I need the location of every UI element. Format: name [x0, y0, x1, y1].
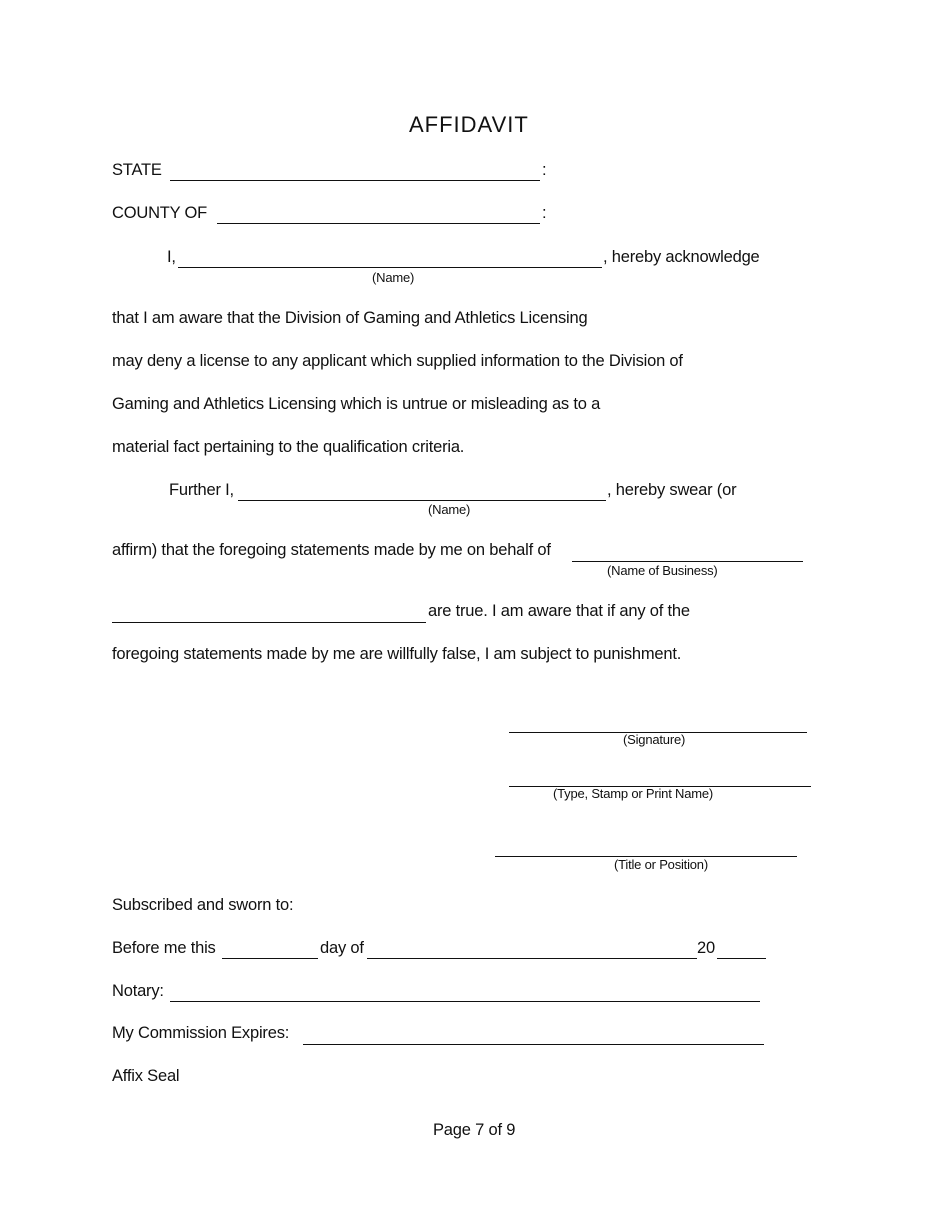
month-field-line[interactable]: [367, 958, 697, 959]
county-label: COUNTY OF: [112, 204, 208, 222]
name-caption-1: (Name): [372, 270, 415, 285]
subscribed-text: Subscribed and sworn to:: [112, 896, 294, 914]
commission-field-line[interactable]: [303, 1044, 764, 1045]
para2-suffix: , hereby swear (or: [607, 481, 737, 499]
business-field-line[interactable]: [572, 561, 803, 562]
affix-seal-text: Affix Seal: [112, 1067, 180, 1085]
county-field-line[interactable]: [217, 223, 540, 224]
body-line-3: Gaming and Athletics Licensing which is untrue or misleading as to a: [112, 395, 601, 413]
para1-suffix: , hereby acknowledge: [603, 248, 760, 266]
business-caption: (Name of Business): [607, 563, 718, 578]
year-field-line[interactable]: [717, 958, 766, 959]
county-colon: :: [542, 204, 547, 222]
state-label: STATE: [112, 161, 162, 179]
year-prefix: 20: [697, 939, 715, 957]
para2-line-3: are true. I am aware that if any of the: [428, 602, 690, 620]
day-field-line[interactable]: [222, 958, 318, 959]
para2-line-4: foregoing statements made by me are willfully false, I am subject to punishment.: [112, 645, 682, 663]
title-position-caption: (Title or Position): [614, 857, 708, 872]
para1-prefix: I,: [167, 248, 176, 266]
body-line-4: material fact pertaining to the qualification criteria.: [112, 438, 465, 456]
business-field-line-cont[interactable]: [112, 622, 426, 623]
body-line-1: that I am aware that the Division of Gaming and Athletics Licensing: [112, 309, 588, 327]
signature-caption: (Signature): [623, 732, 686, 747]
para2-prefix: Further I,: [169, 481, 234, 499]
document-title: AFFIDAVIT: [409, 112, 529, 137]
commission-label: My Commission Expires:: [112, 1024, 290, 1042]
page-number: Page 7 of 9: [433, 1121, 516, 1139]
para2-line-2: affirm) that the foregoing statements made by me on behalf of: [112, 541, 551, 559]
name-field-line-1[interactable]: [178, 267, 602, 268]
body-line-2: may deny a license to any applicant which supplied information to the Division of: [112, 352, 683, 370]
name-field-line-2[interactable]: [238, 500, 606, 501]
notary-label: Notary:: [112, 982, 164, 1000]
state-colon: :: [542, 161, 547, 179]
name-caption-2: (Name): [428, 502, 471, 517]
print-name-caption: (Type, Stamp or Print Name): [553, 786, 714, 801]
notary-field-line[interactable]: [170, 1001, 760, 1002]
state-field-line[interactable]: [170, 180, 540, 181]
day-of-label: day of: [320, 939, 364, 957]
before-me-label: Before me this: [112, 939, 216, 957]
